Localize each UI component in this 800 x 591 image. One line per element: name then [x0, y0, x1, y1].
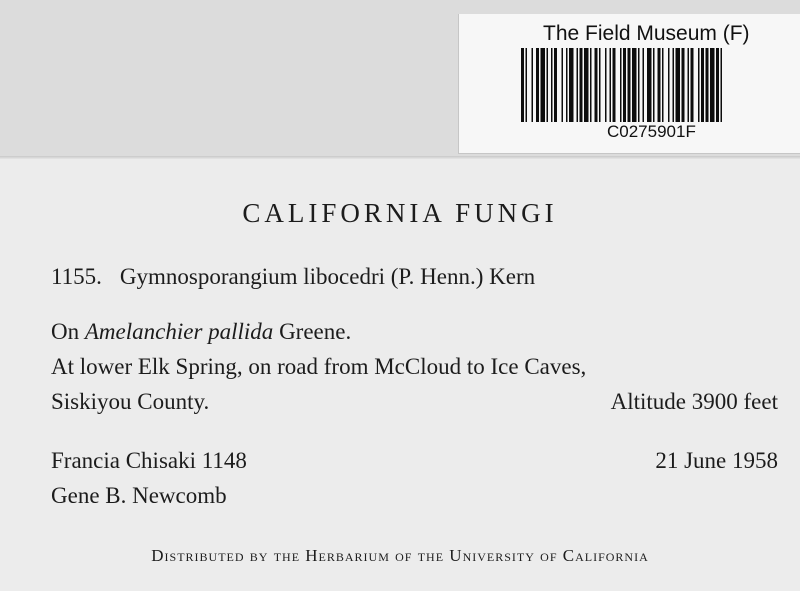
institution-name: The Field Museum (F)	[543, 22, 750, 45]
collection-date: 21 June 1958	[655, 448, 778, 473]
host-prefix: On	[51, 319, 80, 344]
locality-line: At lower Elk Spring, on road from McCloud to Ice Caves,	[51, 354, 587, 379]
altitude-line: Altitude 3900 feet	[610, 389, 778, 414]
host-line	[51, 319, 351, 345]
species-name: Gymnosporangium libocedri (P. Henn.) Kern	[119, 264, 536, 289]
barcode-icon	[521, 48, 771, 122]
barcode-label	[458, 14, 800, 154]
collector-line-2: Gene B. Newcomb	[51, 483, 227, 508]
label-heading: CALIFORNIA FUNGI	[242, 198, 558, 228]
host-authority: Greene.	[279, 319, 352, 344]
county-line: Siskiyou County.	[51, 389, 210, 414]
distribution-footer: Distributed by the Herbarium of the University of California	[151, 546, 649, 565]
host-name: Amelanchier pallida	[84, 319, 274, 344]
species-line	[51, 264, 535, 290]
catalog-number: C0275901F	[607, 122, 696, 141]
collector-line-1: Francia Chisaki 1148	[51, 448, 247, 473]
exsiccata-number: 1155.	[51, 264, 102, 289]
